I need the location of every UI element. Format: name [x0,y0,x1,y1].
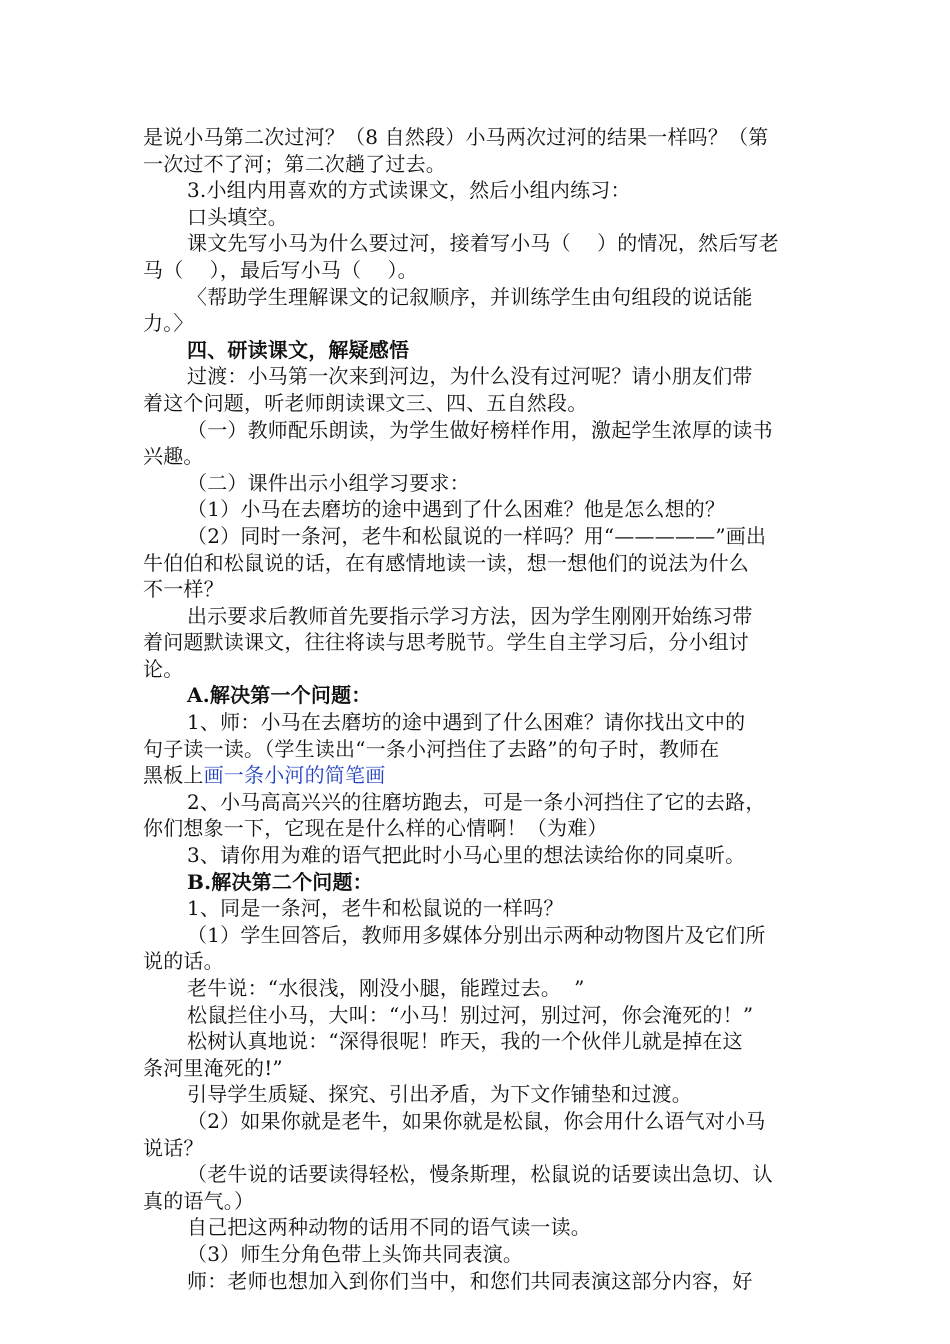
text-line [143,736,811,763]
line-text: 师：老师也想加入到你们当中，和您们共同表演这部分内容，好 [187,1268,753,1293]
text-line [143,1108,811,1135]
line-text: 论。 [143,656,184,681]
line-text: （3）师生分角色带上头饰共同表演。 [187,1241,524,1266]
line-text: 着问题默读课文，往往将读与思考脱节。学生自主学习后，分小组讨 [143,630,749,655]
text-line [143,230,811,257]
line-text: 四、研读课文，解疑感悟 [187,337,410,362]
text-line [143,576,811,603]
line-text: 1、师：小马在去磨坊的途中遇到了什么困难？请你找出文中的 [187,710,746,735]
text-line [143,1055,811,1082]
line-text: 力。〉 [143,311,194,336]
line-text: 条河里淹死的!” [143,1055,283,1080]
line-text: A.解决第一个问题： [187,683,372,708]
line-text: 出示要求后教师首先要指示学习方法，因为学生刚刚开始练习带 [187,603,753,628]
text-line [143,1002,811,1029]
line-text: （1）学生回答后，教师用多媒体分别出示两种动物图片及它们所 [187,922,766,947]
line-text: （2）如果你就是老牛，如果你就是松鼠，你会用什么语气对小马 [187,1108,766,1133]
line-text: 课文先写小马为什么要过河，接着写小马（ ）的情况，然后写老 [187,231,779,256]
document-body [143,124,811,1294]
text-line [143,895,811,922]
text-line [143,470,811,497]
text-line [143,1268,811,1295]
line-text: 是说小马第二次过河？（8 自然段）小马两次过河的结果一样吗？（第 [143,125,769,149]
text-line [143,603,811,630]
text-line [143,310,811,337]
line-text: 真的语气。） [143,1188,255,1213]
text-line [143,1188,811,1215]
line-text: （老牛说的话要读得轻松，慢条斯理，松鼠说的话要读出急切、认 [187,1162,773,1187]
line-text: 2、小马高高兴兴的往磨坊跑去，可是一条小河挡住了它的去路， [187,789,766,814]
text-line [143,124,811,151]
text-line [143,363,811,390]
text-line [143,1214,811,1241]
text-line [143,151,811,178]
line-text: 一次过不了河；第二次趟了过去。 [143,151,446,176]
line-text: 着这个问题，听老师朗读课文三、四、五自然段。 [143,390,588,415]
text-line [143,257,811,284]
text-line [143,1161,811,1188]
section-heading [143,337,811,364]
line-text: 不一样？ [143,577,224,602]
line-text: 牛伯伯和松鼠说的话，在有感情地读一读，想一想他们的说法为什么 [143,550,749,575]
line-text: 过渡：小马第一次来到河边，为什么没有过河呢？请小朋友们带 [187,364,753,389]
section-heading [143,682,811,709]
text-line [143,1241,811,1268]
line-text: 句子读一读。（学生读出“一条小河挡住了去路”的句子时，教师在 [143,736,720,761]
line-text: （2）同时一条河，老牛和松鼠说的一样吗？用“—————”画出 [187,523,767,548]
section-heading [143,869,811,896]
text-line [143,417,811,444]
text-line [143,815,811,842]
text-line [143,629,811,656]
line-text: 〈帮助学生理解课文的记叙顺序，并训练学生由句组段的说话能 [187,284,753,309]
line-text: （二）课件出示小组学习要求： [187,470,470,495]
text-line [143,656,811,683]
line-text: 3.小组内用喜欢的方式读课文，然后小组内练习： [187,178,631,203]
inline-link[interactable]: 画一条小河的简笔画 [203,763,386,788]
text-line [143,390,811,417]
text-line [143,284,811,311]
line-text: B.解决第二个问题： [187,869,373,894]
line-text: 你们想象一下，它现在是什么样的心情啊！（为难） [143,816,608,841]
text-line [143,443,811,470]
text-line [143,496,811,523]
text-line [143,550,811,577]
line-text: 自己把这两种动物的话用不同的语气读一读。 [187,1215,591,1240]
line-text: 马（ ），最后写小马（ ）。 [143,257,418,282]
line-text: 引导学生质疑、探究、引出矛盾，为下文作铺垫和过渡。 [187,1082,692,1107]
line-text: 说话？ [143,1135,204,1160]
text-line [143,762,811,789]
line-text: （一）教师配乐朗读，为学生做好榜样作用，激起学生浓厚的读书 [187,417,773,442]
line-text: 3、请你用为难的语气把此时小马心里的想法读给你的同桌听。 [187,843,746,868]
text-line [143,922,811,949]
line-text: 兴趣。 [143,444,204,469]
text-line [143,789,811,816]
line-text: 松鼠拦住小马，大叫：“小马！别过河，别过河，你会淹死的！” [187,1002,754,1027]
text-line [143,842,811,869]
text-line [143,204,811,231]
line-text: 口头填空。 [187,204,288,229]
line-text: 黑板上 [143,763,204,788]
line-text: 1、同是一条河，老牛和松鼠说的一样吗？ [187,896,564,921]
line-text: 松树认真地说：“深得很呢！昨天，我的一个伙伴儿就是掉在这 [187,1029,743,1054]
text-line [143,975,811,1002]
text-line [143,1028,811,1055]
text-line [143,1135,811,1162]
line-text: 老牛说：“水很浅，刚没小腿，能蹚过去。 ” [187,976,585,1000]
text-line [143,523,811,550]
text-line [143,1081,811,1108]
text-line [143,177,811,204]
text-line [143,709,811,736]
line-text: （1）小马在去磨坊的途中遇到了什么困难？他是怎么想的？ [187,497,726,522]
line-text: 说的话。 [143,949,224,974]
text-line [143,948,811,975]
